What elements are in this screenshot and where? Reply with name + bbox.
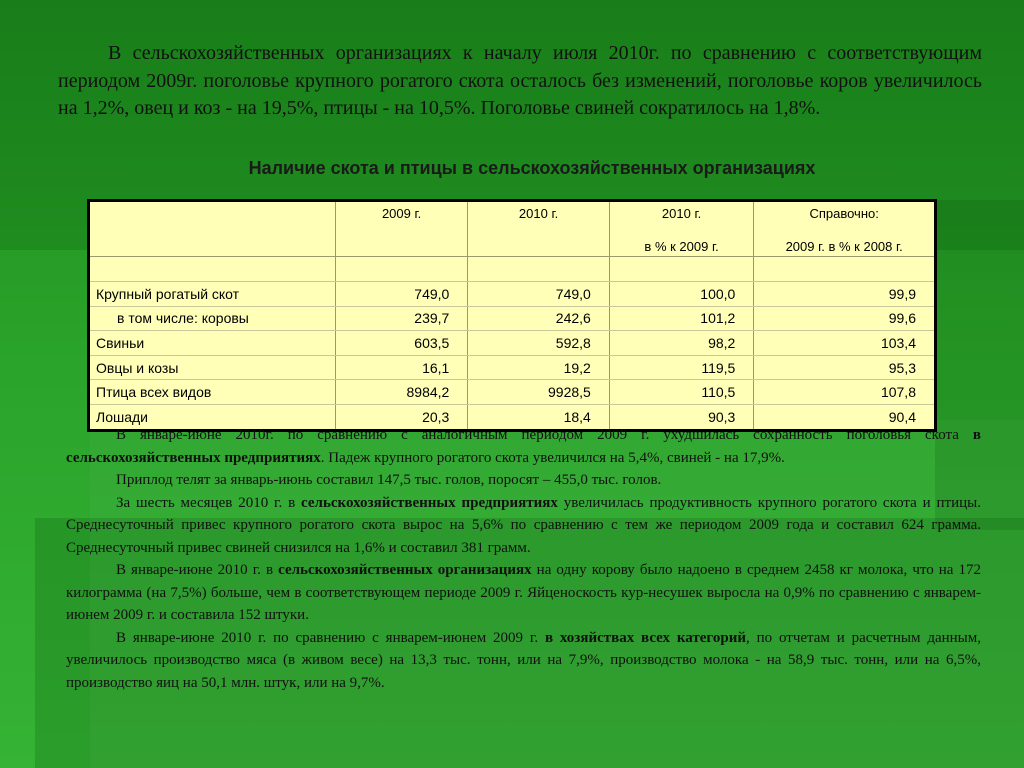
header-cell: 2010 г. bbox=[609, 201, 754, 232]
value-pct-2010: 110,5 bbox=[609, 380, 754, 405]
note-text: Приплод телят за январь-июнь составил 147,5 тыс. голов, поросят – 455,0 тыс. голов. bbox=[116, 472, 662, 488]
header-cell bbox=[468, 231, 610, 257]
row-label: в том числе: коровы bbox=[89, 306, 336, 331]
table-row bbox=[89, 355, 936, 380]
value-2010: 9928,5 bbox=[468, 380, 610, 405]
value-pct-2010: 98,2 bbox=[609, 331, 754, 356]
value-2009: 239,7 bbox=[335, 306, 467, 331]
header-cell: 2010 г. bbox=[468, 201, 610, 232]
note-text: , по отчетам и расчетным данным, увеличилось производство мяса (в живом весе) на 13,3 тыс. тонн, или на 7,9%, производство молока - на 58,9 тыс. тонн, или на 6,5%, производство яиц на 50,1 млн. штук, или на 9,7%. bbox=[66, 629, 982, 691]
value-2010: 749,0 bbox=[468, 282, 610, 307]
note-text: . Падеж крупного рогатого скота увеличился на 5,4%, свиней - на 17,9%. bbox=[320, 449, 785, 466]
note-emphasis: сельскохозяйственных предприятиях bbox=[301, 494, 558, 511]
note-paragraph bbox=[66, 559, 981, 627]
note-paragraph bbox=[66, 424, 981, 469]
row-label: Птица всех видов bbox=[89, 380, 336, 405]
row-label: Свиньи bbox=[89, 331, 336, 356]
header-cell bbox=[89, 231, 336, 257]
value-2009: 749,0 bbox=[335, 282, 467, 307]
table-spacer-row bbox=[89, 257, 936, 282]
header-cell bbox=[335, 231, 467, 257]
header-cell: Справочно: bbox=[754, 201, 936, 232]
table-row bbox=[89, 306, 936, 331]
header-cell: 2009 г. bbox=[335, 201, 467, 232]
value-pct-2010: 90,3 bbox=[609, 404, 754, 430]
note-text: В январе-июне 2010 г. в bbox=[116, 562, 279, 578]
note-paragraph bbox=[66, 469, 981, 492]
livestock-table bbox=[87, 199, 937, 432]
note-text: За шесть месяцев 2010 г. в bbox=[116, 494, 302, 511]
value-2010: 19,2 bbox=[468, 355, 610, 380]
value-2009: 8984,2 bbox=[335, 380, 467, 405]
intro-paragraph: В сельскохозяйственных организациях к началу июля 2010г. по сравнению с соответствующим периодом 2009г. поголовье крупного рогатого скота осталось без изменений, поголовье коров увеличилось на 1,2%, овец и коз - на 19,5%, птицы - на 10,5%. Поголовье свиней сократилось на 1,8%. bbox=[58, 42, 982, 119]
value-pct-2009: 99,9 bbox=[754, 282, 936, 307]
table-row bbox=[89, 282, 936, 307]
value-2010: 592,8 bbox=[468, 331, 610, 356]
notes-section bbox=[66, 424, 981, 694]
table-title: Наличие скота и птицы в сельскохозяйственных организациях bbox=[248, 158, 816, 178]
value-2010: 242,6 bbox=[468, 306, 610, 331]
note-text: увеличилась продуктивность крупного рогатого скота и птицы. Среднесуточный привес крупного рогатого скота вырос на 5,6% по сравнению с тем же периодом 2009 года и составил 624 грамма. Среднесуточный привес свиней снизился на 1,6% и составил 381 грамм. bbox=[66, 494, 981, 556]
note-paragraph bbox=[66, 492, 981, 560]
value-2009: 20,3 bbox=[335, 404, 467, 430]
header-cell bbox=[89, 201, 336, 232]
row-label: Крупный рогатый скот bbox=[89, 282, 336, 307]
table-header-row bbox=[89, 231, 936, 257]
value-2010: 18,4 bbox=[468, 404, 610, 430]
note-emphasis: в сельскохозяйственных предприятиях bbox=[66, 427, 981, 466]
note-emphasis: в хозяйствах всех категорий bbox=[544, 629, 747, 646]
value-pct-2009: 99,6 bbox=[754, 306, 936, 331]
value-pct-2009: 95,3 bbox=[754, 355, 936, 380]
row-label: Овцы и козы bbox=[89, 355, 336, 380]
value-pct-2009: 103,4 bbox=[754, 331, 936, 356]
header-cell: 2009 г. в % к 2008 г. bbox=[754, 231, 936, 257]
value-2009: 603,5 bbox=[335, 331, 467, 356]
note-text: В январе-июне 2010г. по сравнению с аналогичным периодом 2009 г. ухудшилась сохранность поголовья скота bbox=[116, 427, 973, 443]
table-row bbox=[89, 331, 936, 356]
value-pct-2010: 100,0 bbox=[609, 282, 754, 307]
value-pct-2009: 90,4 bbox=[754, 404, 936, 430]
value-pct-2010: 119,5 bbox=[609, 355, 754, 380]
table-row bbox=[89, 380, 936, 405]
value-pct-2009: 107,8 bbox=[754, 380, 936, 405]
note-emphasis: сельскохозяйственных организациях bbox=[278, 562, 532, 578]
value-pct-2010: 101,2 bbox=[609, 306, 754, 331]
row-label: Лошади bbox=[96, 408, 148, 425]
header-cell: в % к 2009 г. bbox=[609, 231, 754, 257]
value-2009: 16,1 bbox=[335, 355, 467, 380]
note-text: В январе-июне 2010 г. по сравнению с январем-июнем 2009 г. bbox=[116, 629, 545, 646]
note-paragraph bbox=[66, 627, 981, 695]
table-header-row bbox=[89, 201, 936, 232]
note-text: на одну корову было надоено в среднем 2458 кг молока, что на 172 килограмма (на 7,5%) больше, чем в соответствующем периоде 2009 г. Яйценоскость кур-несушек выросла на 0,9% по сравнению с январем-июнем 2009 г. и составила 152 штуки. bbox=[66, 562, 982, 623]
